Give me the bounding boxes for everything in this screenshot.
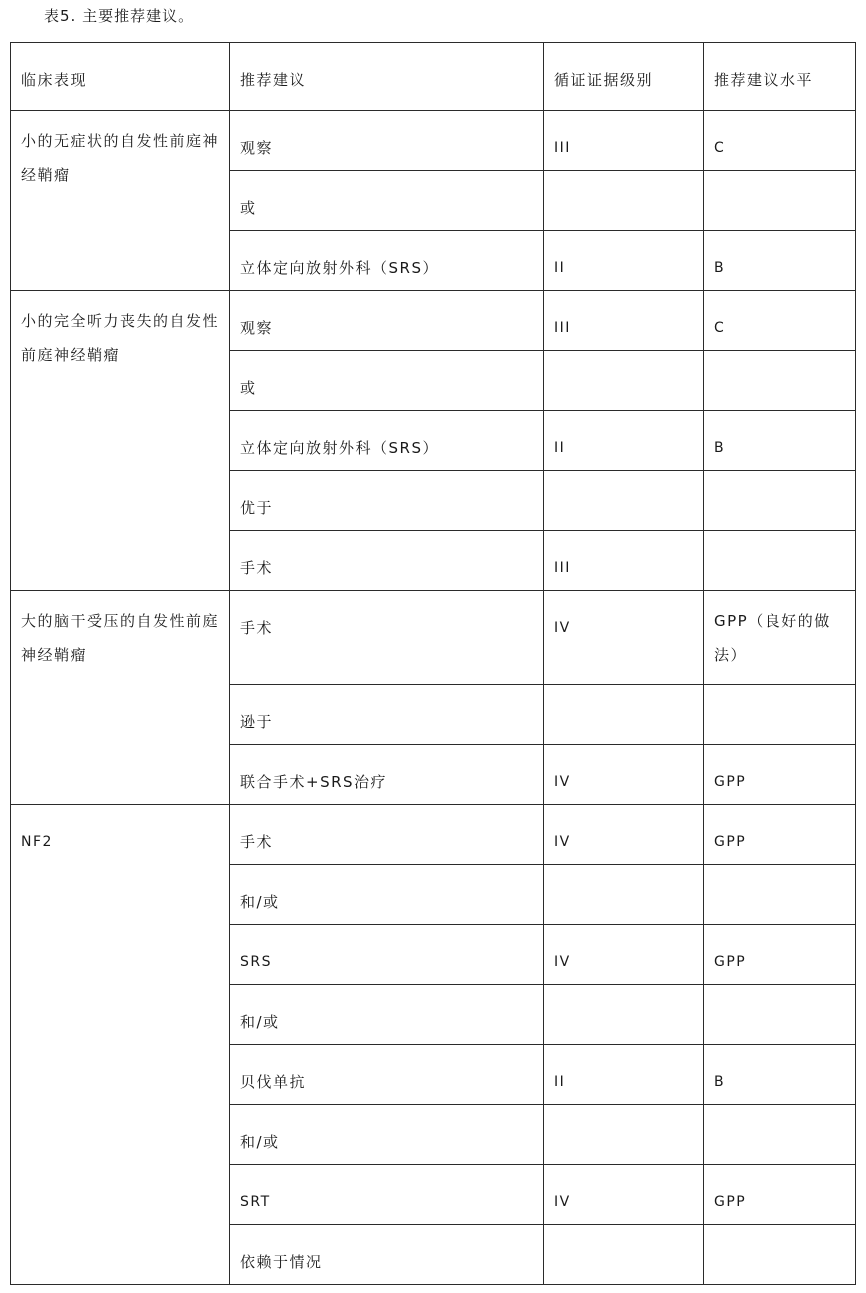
table-row (11, 111, 856, 171)
header-row (11, 43, 856, 111)
recommendation-cell: 联合手术+SRS治疗 (230, 745, 544, 805)
recommendation-cell: 立体定向放射外科（SRS） (230, 411, 544, 471)
header-recommendation: 推荐建议 (230, 43, 544, 111)
evidence-cell: IV (544, 805, 704, 865)
grade-cell (704, 1105, 856, 1165)
evidence-cell: III (544, 111, 704, 171)
grade-cell: GPP (704, 805, 856, 865)
condition-cell: 大的脑干受压的自发性前庭神经鞘瘤 (11, 591, 230, 805)
grade-cell: GPP (704, 745, 856, 805)
evidence-cell: II (544, 411, 704, 471)
condition-cell: NF2 (11, 805, 230, 1285)
header-evidence: 循证证据级别 (544, 43, 704, 111)
grade-cell: GPP（良好的做法） (704, 591, 856, 685)
evidence-cell: IV (544, 745, 704, 805)
evidence-cell (544, 865, 704, 925)
grade-cell (704, 531, 856, 591)
recommendation-cell: 和/或 (230, 985, 544, 1045)
evidence-cell (544, 1105, 704, 1165)
evidence-cell: III (544, 531, 704, 591)
evidence-cell: IV (544, 591, 704, 685)
evidence-cell (544, 351, 704, 411)
grade-cell: GPP (704, 1165, 856, 1225)
evidence-cell (544, 985, 704, 1045)
grade-cell (704, 471, 856, 531)
grade-cell: C (704, 291, 856, 351)
condition-cell: 小的完全听力丧失的自发性前庭神经鞘瘤 (11, 291, 230, 591)
recommendation-cell: 或 (230, 171, 544, 231)
recommendation-cell: 手术 (230, 591, 544, 685)
grade-cell: GPP (704, 925, 856, 985)
recommendation-cell: 逊于 (230, 685, 544, 745)
recommendation-cell: 立体定向放射外科（SRS） (230, 231, 544, 291)
grade-cell (704, 985, 856, 1045)
evidence-cell (544, 685, 704, 745)
table-row (11, 591, 856, 685)
grade-cell: B (704, 411, 856, 471)
header-condition: 临床表现 (11, 43, 230, 111)
evidence-cell: II (544, 231, 704, 291)
table-row (11, 291, 856, 351)
evidence-cell: IV (544, 925, 704, 985)
recommendation-cell: 或 (230, 351, 544, 411)
evidence-cell (544, 171, 704, 231)
evidence-cell: II (544, 1045, 704, 1105)
recommendation-cell: 依赖于情况 (230, 1225, 544, 1285)
recommendation-cell: 观察 (230, 111, 544, 171)
table-caption: 表5. 主要推荐建议。 (44, 7, 195, 25)
recommendation-cell: 贝伐单抗 (230, 1045, 544, 1105)
grade-cell: B (704, 1045, 856, 1105)
grade-cell (704, 865, 856, 925)
evidence-cell (544, 1225, 704, 1285)
grade-cell: B (704, 231, 856, 291)
recommendation-cell: 和/或 (230, 865, 544, 925)
recommendation-cell: 手术 (230, 805, 544, 865)
recommendations-table (10, 42, 856, 1285)
evidence-cell: IV (544, 1165, 704, 1225)
recommendation-cell: SRT (230, 1165, 544, 1225)
grade-cell (704, 1225, 856, 1285)
grade-cell (704, 351, 856, 411)
recommendation-cell: SRS (230, 925, 544, 985)
grade-cell (704, 171, 856, 231)
grade-cell: C (704, 111, 856, 171)
header-grade: 推荐建议水平 (704, 43, 856, 111)
evidence-cell (544, 471, 704, 531)
recommendation-cell: 观察 (230, 291, 544, 351)
table-row (11, 805, 856, 865)
grade-cell (704, 685, 856, 745)
recommendation-cell: 和/或 (230, 1105, 544, 1165)
recommendation-cell: 手术 (230, 531, 544, 591)
condition-cell: 小的无症状的自发性前庭神经鞘瘤 (11, 111, 230, 291)
evidence-cell: III (544, 291, 704, 351)
recommendation-cell: 优于 (230, 471, 544, 531)
